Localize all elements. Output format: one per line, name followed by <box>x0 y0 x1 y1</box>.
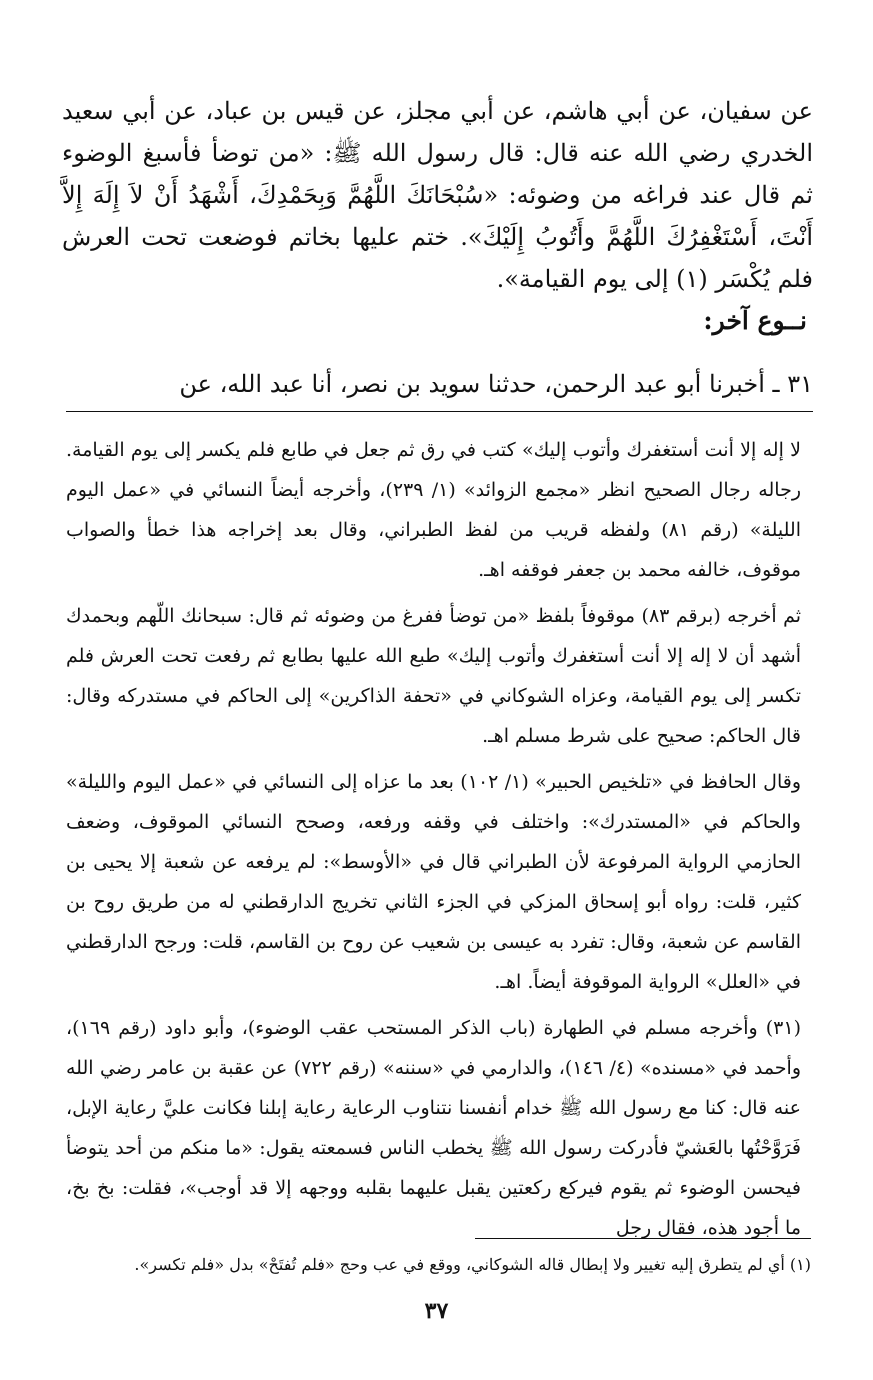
main-text <box>62 90 813 300</box>
main-paragraph: عن سفيان، عن أبي هاشم، عن أبي مجلز، عن قيس بن عباد، عن أبي سعيد الخدري رضي الله عنه قال: قال رسول الله ﷺ: «من توضأ فأسبغ الوضوء ثم قال عند فراغه من وضوئه: «سُبْحَانَكَ اللَّهُمَّ وَبِحَمْدِكَ، أَشْهَدُ أَنْ لاَ إِلَهَ إِلاَّ أَنْتَ، أَسْتَغْفِرُكَ اللَّهُمَّ وأَتُوبُ إِلَيْكَ». ختم عليها بخاتم فوضعت تحت العرش فلم يُكْسَر (١) إلى يوم القيامة». <box>62 97 813 293</box>
section-heading: نــوع آخر: <box>703 306 807 335</box>
notes-divider <box>66 411 813 412</box>
note-paragraph: لا إله إلا أنت أستغفرك وأتوب إليك» كتب في رق ثم جعل في طابع فلم يكسر إلى يوم القيامة. رجاله رجال الصحيح انظر «مجمع الزوائد» (١/ ٢٣٩)، وأخرجه أيضاً النسائي في «عمل اليوم الليلة» (رقم ٨١) ولفظه قريب من لفظ الطبراني، وقال بعد إخراجه هذا خطأ والصواب موقوف، خالفه محمد بن جعفر فوقفه اهـ. <box>66 439 802 581</box>
footnote-divider <box>475 1238 811 1239</box>
hadith-31-opening: ٣١ ـ أخبرنا أبو عبد الرحمن، حدثنا سويد بن نصر، أنا عبد الله، عن <box>179 370 813 398</box>
note-paragraph: (٣١) وأخرجه مسلم في الطهارة (باب الذكر المستحب عقب الوضوء)، وأبو داود (رقم ١٦٩)، وأحمد في «مسنده» (٤/ ١٤٦)، والدارمي في «سننه» (رقم ٧٢٢) عن عقبة بن عامر رضي الله عنه قال: كنا مع رسول الله ﷺ خدام أنفسنا نتناوب الرعاية رعاية إبلنا فكانت عليَّ رعاية الإبل، فَرَوَّحْتُها بالعَشيّ فأدركت رسول الله ﷺ يخطب الناس فسمعته يقول: «ما منكم من أحد يتوضأ فيحسن الوضوء ثم يقوم فيركع ركعتين يقبل عليهما بقلبه ووجهه إلا قد أوجب»، فقلت: بخ بخ، ما أجود هذه، فقال رجل <box>66 1017 802 1239</box>
commentary-notes <box>66 430 801 1254</box>
footnote: (١) أي لم يتطرق إليه تغيير ولا إبطال قاله الشوكاني، ووقع في عب وحج «فلم تُفتَحْ» بدل «فلم تكسر». <box>134 1255 811 1274</box>
note-paragraph: وقال الحافظ في «تلخيص الحبير» (١/ ١٠٢) بعد ما عزاه إلى النسائي في «عمل اليوم والليلة» والحاكم في «المستدرك»: واختلف في وقفه ورفعه، وصحح النسائي الموقوف، وضعف الحازمي الرواية المرفوعة لأن الطبراني قال في «الأوسط»: لم يرفعه عن شعبة إلا يحيى بن كثير، قلت: رواه أبو إسحاق المزكي في الجزء الثاني تخريج الدارقطني له من طريق روح بن القاسم عن شعبة، وقال: تفرد به عيسى بن شعيب عن روح بن القاسم، قلت: ورجح الدارقطني في «العلل» الرواية الموقوفة أيضاً. اهـ. <box>66 771 801 993</box>
note-paragraph: ثم أخرجه (برقم ٨٣) موقوفاً بلفظ «من توضأ ففرغ من وضوئه ثم قال: سبحانك اللّهم وبحمدك أشهد أن لا إله إلا أنت أستغفرك وأتوب إليك» طبع الله عليها بطابع ثم رفعت تحت العرش فلم تكسر إلى يوم القيامة، وعزاه الشوكاني في «تحفة الذاكرين» إلى الحاكم في مستدركه وقال: قال الحاكم: صحيح على شرط مسلم اهـ. <box>66 605 802 747</box>
page-number: ٣٧ <box>424 1298 449 1324</box>
